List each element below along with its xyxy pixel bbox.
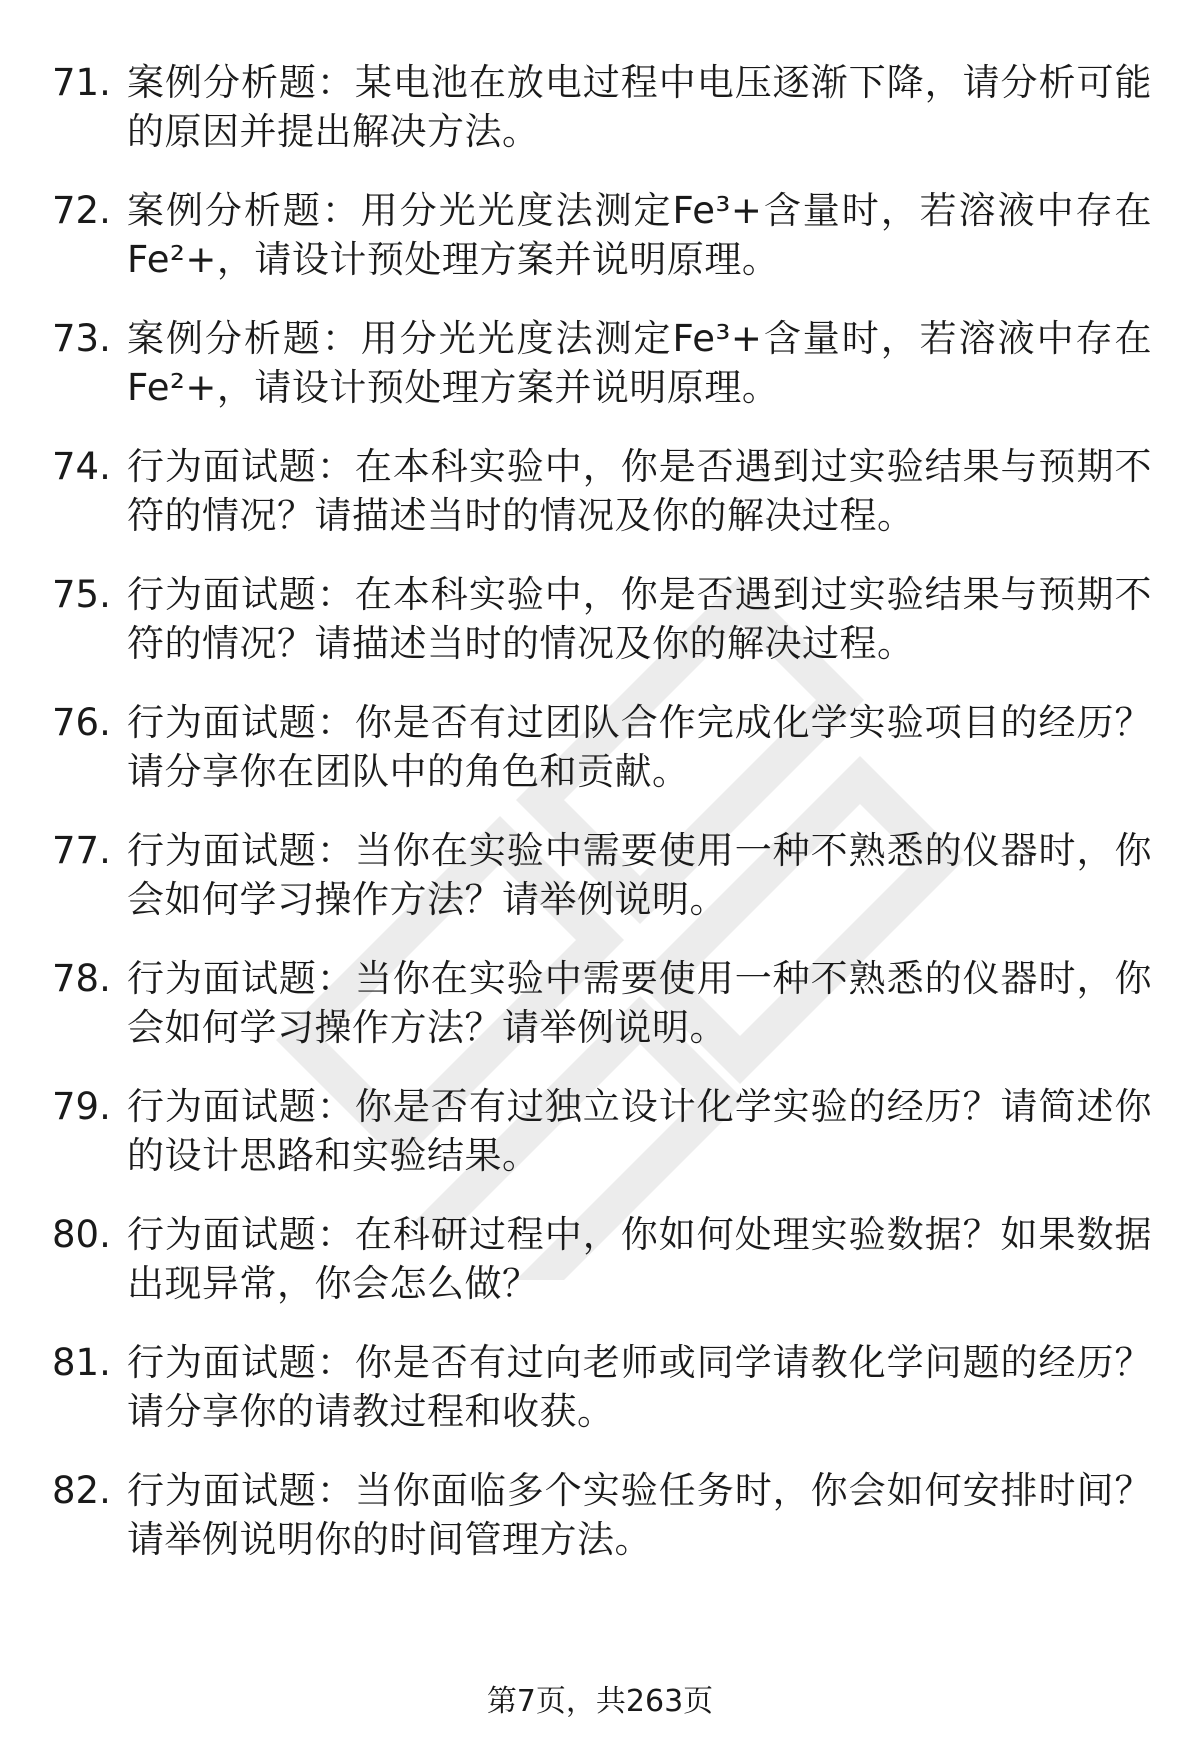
question-number: 78. (52, 957, 111, 1000)
question-number: 80. (52, 1213, 111, 1256)
question-number: 82. (52, 1469, 111, 1512)
question-text: 案例分析题：用分光光度法测定Fe³+含量时，若溶液中存在Fe²+，请设计预处理方案并说明原理。 (127, 189, 1152, 281)
question-text: 行为面试题：当你在实验中需要使用一种不熟悉的仪器时，你会如何学习操作方法？请举例说明。 (127, 957, 1152, 1049)
page-footer (0, 1682, 1200, 1722)
question-number: 76. (52, 701, 111, 744)
question-text: 行为面试题：在本科实验中，你是否遇到过实验结果与预期不符的情况？请描述当时的情况及你的解决过程。 (127, 573, 1152, 665)
question-item (52, 442, 1152, 570)
question-text: 行为面试题：你是否有过团队合作完成化学实验项目的经历？请分享你在团队中的角色和贡献。 (127, 701, 1152, 793)
question-number: 72. (52, 189, 111, 232)
question-text: 案例分析题：用分光光度法测定Fe³+含量时，若溶液中存在Fe²+，请设计预处理方案并说明原理。 (127, 317, 1152, 409)
question-text: 行为面试题：当你面临多个实验任务时，你会如何安排时间？请举例说明你的时间管理方法。 (127, 1469, 1152, 1561)
question-number: 71. (52, 61, 111, 104)
question-item (52, 1466, 1152, 1594)
question-item (52, 570, 1152, 698)
question-item (52, 1338, 1152, 1466)
question-number: 75. (52, 573, 111, 616)
question-item (52, 698, 1152, 826)
question-item (52, 58, 1152, 186)
question-item (52, 1082, 1152, 1210)
page-number-label: 第7页，共263页 (486, 1684, 714, 1719)
question-text: 行为面试题：在科研过程中，你如何处理实验数据？如果数据出现异常，你会怎么做？ (127, 1213, 1152, 1305)
question-item (52, 186, 1152, 314)
question-item (52, 826, 1152, 954)
question-text: 行为面试题：你是否有过向老师或同学请教化学问题的经历？请分享你的请教过程和收获。 (127, 1341, 1152, 1433)
question-text: 行为面试题：你是否有过独立设计化学实验的经历？请简述你的设计思路和实验结果。 (127, 1085, 1152, 1177)
question-list (52, 58, 1152, 1594)
question-text: 行为面试题：当你在实验中需要使用一种不熟悉的仪器时，你会如何学习操作方法？请举例说明。 (127, 829, 1152, 921)
question-number: 74. (52, 445, 111, 488)
question-text: 行为面试题：在本科实验中，你是否遇到过实验结果与预期不符的情况？请描述当时的情况及你的解决过程。 (127, 445, 1152, 537)
question-number: 77. (52, 829, 111, 872)
question-number: 81. (52, 1341, 111, 1384)
question-item (52, 1210, 1152, 1338)
question-number: 79. (52, 1085, 111, 1128)
question-number: 73. (52, 317, 111, 360)
question-item (52, 954, 1152, 1082)
question-item (52, 314, 1152, 442)
question-text: 案例分析题：某电池在放电过程中电压逐渐下降，请分析可能的原因并提出解决方法。 (127, 61, 1152, 153)
